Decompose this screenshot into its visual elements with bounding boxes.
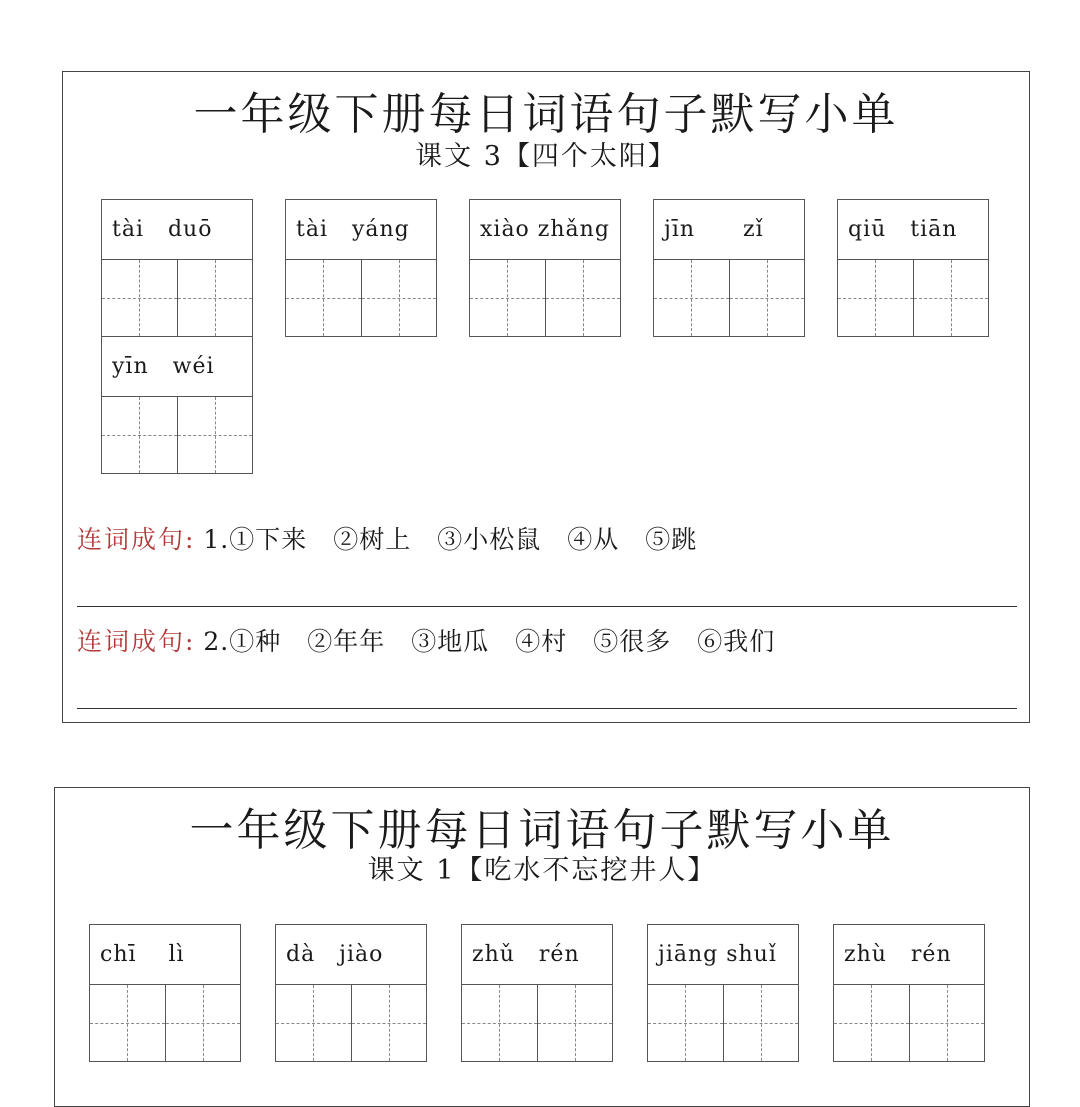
word-box (89, 924, 241, 1062)
writing-cell[interactable] (351, 985, 427, 1061)
writing-cell[interactable] (470, 260, 545, 336)
writing-cell[interactable] (177, 397, 253, 473)
worksheet-title: 一年级下册每日词语句子默写小单 (189, 805, 895, 856)
writing-cell[interactable] (913, 260, 989, 336)
writing-cell[interactable] (838, 260, 913, 336)
word-box (275, 924, 427, 1062)
pinyin-label: tài duō (102, 200, 252, 260)
word-box (653, 199, 805, 337)
writing-cell[interactable] (165, 985, 241, 1061)
pinyin-label: jīn zǐ (654, 200, 804, 260)
writing-cell[interactable] (90, 985, 165, 1061)
word-box (285, 199, 437, 337)
writing-cell[interactable] (462, 985, 537, 1061)
writing-cell[interactable] (909, 985, 985, 1061)
writing-cell[interactable] (177, 260, 253, 336)
pinyin-label: tài yáng (286, 200, 436, 260)
sentence-exercise (77, 622, 775, 658)
word-box (469, 199, 621, 337)
writing-cell[interactable] (361, 260, 437, 336)
writing-cell[interactable] (102, 260, 177, 336)
word-box (461, 924, 613, 1062)
lesson-subtitle: 课文 1【吃水不忘挖井人】 (367, 855, 717, 886)
lesson-subtitle: 课文 3【四个太阳】 (415, 141, 677, 172)
writing-cell[interactable] (729, 260, 805, 336)
exercise-label: 连词成句: (77, 627, 196, 656)
worksheet-lesson-1 (54, 787, 1030, 1107)
writing-cell[interactable] (723, 985, 799, 1061)
word-sequence: 2.①种 ②年年 ③地瓜 ④村 ⑤很多 ⑥我们 (203, 627, 776, 656)
pinyin-label: zhǔ rén (462, 925, 612, 985)
worksheet-title: 一年级下册每日词语句子默写小单 (193, 89, 899, 140)
pinyin-label: xiào zhǎng (470, 200, 620, 260)
writing-cell[interactable] (102, 397, 177, 473)
answer-line[interactable] (77, 606, 1017, 607)
pinyin-label: zhù rén (834, 925, 984, 985)
writing-cell[interactable] (276, 985, 351, 1061)
writing-cell[interactable] (537, 985, 613, 1061)
sentence-exercise (77, 520, 697, 556)
exercise-label: 连词成句: (77, 525, 196, 554)
writing-cell[interactable] (648, 985, 723, 1061)
answer-line[interactable] (77, 708, 1017, 709)
writing-cell[interactable] (654, 260, 729, 336)
writing-cell[interactable] (286, 260, 361, 336)
word-box (101, 199, 253, 337)
writing-cell[interactable] (834, 985, 909, 1061)
pinyin-label: dà jiào (276, 925, 426, 985)
word-sequence: 1.①下来 ②树上 ③小松鼠 ④从 ⑤跳 (203, 525, 698, 554)
worksheet-lesson-3 (62, 71, 1030, 723)
pinyin-label: chī lì (90, 925, 240, 985)
writing-cell[interactable] (545, 260, 621, 336)
word-box (101, 336, 253, 474)
word-box (833, 924, 985, 1062)
word-box (837, 199, 989, 337)
pinyin-label: qiū tiān (838, 200, 988, 260)
pinyin-label: yīn wéi (102, 337, 252, 397)
word-box (647, 924, 799, 1062)
pinyin-label: jiāng shuǐ (648, 925, 798, 985)
